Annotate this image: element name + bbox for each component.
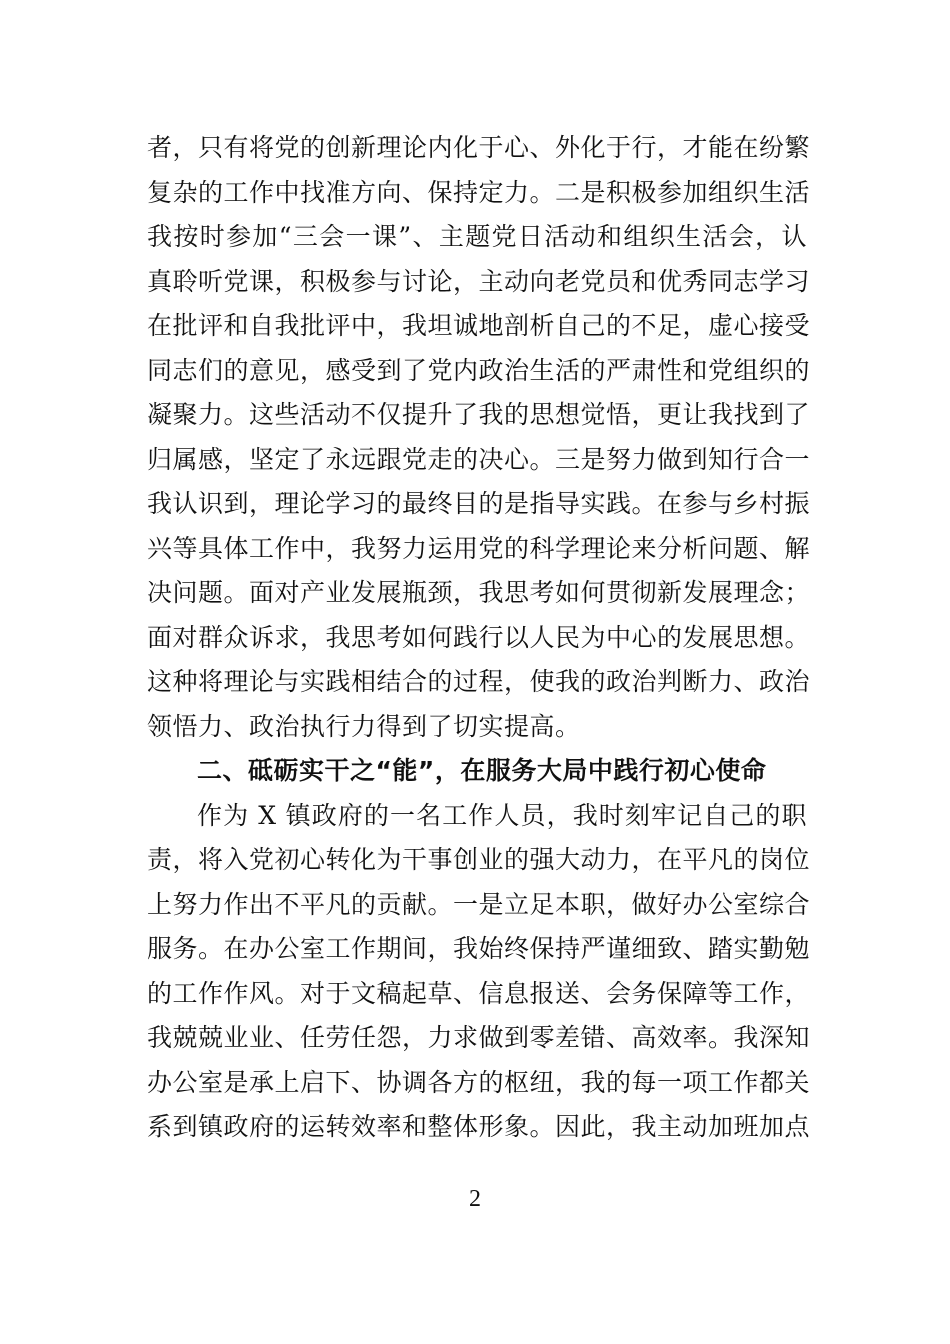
text-line: 凝聚力。这些活动不仅提升了我的思想觉悟，更让我找到了 xyxy=(147,400,811,429)
text-line: 我按时参加“三会一课”、主题党日活动和组织生活会，认 xyxy=(147,222,807,251)
text-line: 领悟力、政治执行力得到了切实提高。 xyxy=(147,711,581,741)
text-line: 同志们的意见，感受到了党内政治生活的严肃性和党组织的 xyxy=(147,355,811,385)
text-line: 决问题。面对产业发展瓶颈，我思考如何贯彻新发展理念； xyxy=(147,578,811,607)
text-line: 办公室是承上启下、协调各方的枢纽，我的每一项工作都关 xyxy=(147,1067,811,1097)
text-line: 上努力作出不平凡的贡献。一是立足本职，做好办公室综合 xyxy=(147,889,811,919)
text-line: 责，将入党初心转化为干事创业的强大动力，在平凡的岗位 xyxy=(147,845,811,874)
text-line: 系到镇政府的运转效率和整体形象。因此，我主动加班加点 xyxy=(147,1112,811,1141)
page-number: 2 xyxy=(469,1186,481,1212)
text-line: 面对群众诉求，我思考如何践行以人民为中心的发展思想。 xyxy=(147,622,811,652)
text-line: 服务。在办公室工作期间，我始终保持严谨细致、踏实勤勉 xyxy=(147,934,811,963)
text-line: 在批评和自我批评中，我坦诚地剖析自己的不足，虚心接受 xyxy=(147,311,811,340)
text-line: 者，只有将党的创新理论内化于心、外化于行，才能在纷繁 xyxy=(147,133,811,162)
text-line: 复杂的工作中找准方向、保持定力。二是积极参加组织生活 xyxy=(147,177,811,207)
text-line: 兴等具体工作中，我努力运用党的科学理论来分析问题、解 xyxy=(147,533,811,563)
text-line: 我认识到，理论学习的最终目的是指导实践。在参与乡村振 xyxy=(147,489,811,518)
paragraph-1 xyxy=(147,126,811,749)
text-line: 我兢兢业业、任劳任怨，力求做到零差错、高效率。我深知 xyxy=(147,1023,811,1052)
text-line: 真聆听党课，积极参与讨论，主动向老党员和优秀同志学习 xyxy=(147,266,811,296)
section-heading: 二、砥砺实干之“能”，在服务大局中践行初心使命 xyxy=(197,756,767,785)
text-line: 这种将理论与实践相结合的过程，使我的政治判断力、政治 xyxy=(147,667,811,696)
text-line: 的工作作风。对于文稿起草、信息报送、会务保障等工作， xyxy=(147,978,811,1008)
text-line: 作为 X 镇政府的一名工作人员，我时刻牢记自己的职 xyxy=(197,800,807,830)
document-body xyxy=(147,126,811,1150)
text-line: 归属感，坚定了永远跟党走的决心。三是努力做到知行合一 xyxy=(147,444,811,474)
paragraph-2 xyxy=(147,794,811,1150)
